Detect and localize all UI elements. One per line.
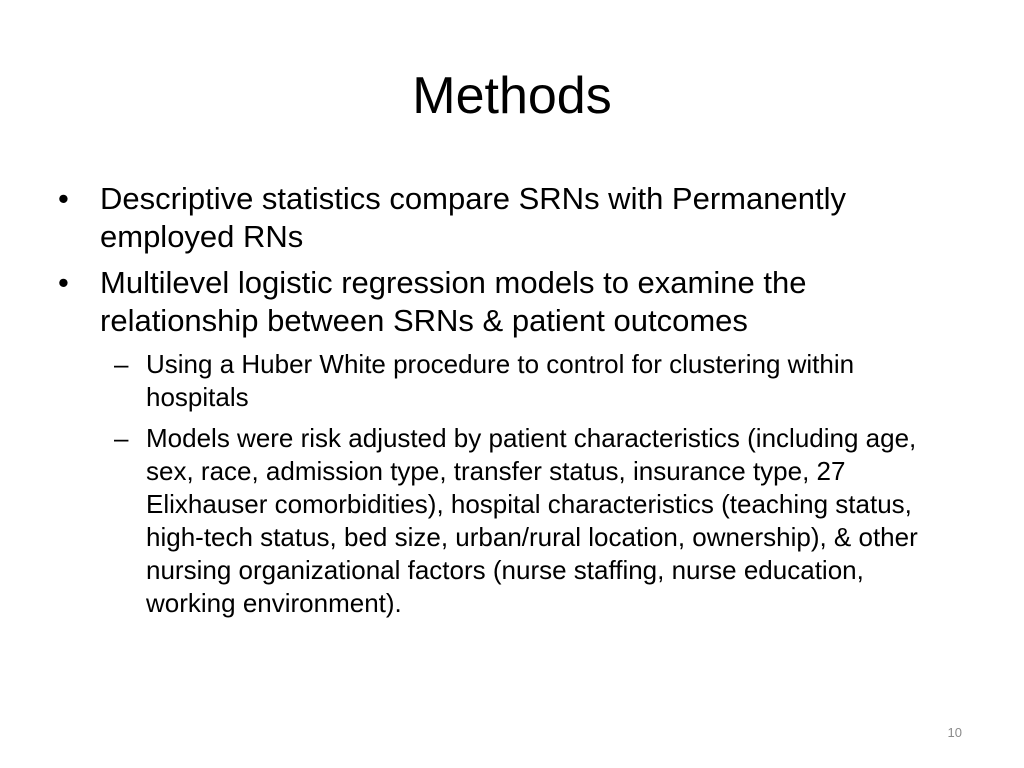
bullet-text: Multilevel logistic regression models to examine the relationship between SRNs & patient outcomes xyxy=(100,265,807,338)
sub-bullet-item xyxy=(56,348,956,414)
dash-icon: – xyxy=(114,423,129,453)
bullet-item xyxy=(56,180,956,256)
dash-icon: – xyxy=(114,349,129,379)
bullet-text: Descriptive statistics compare SRNs with Permanently employed RNs xyxy=(100,181,846,254)
bullet-item xyxy=(56,264,956,340)
slide-body xyxy=(56,180,956,628)
slide-title: Methods xyxy=(412,67,612,125)
page-number: 10 xyxy=(947,725,962,740)
bullet-icon: • xyxy=(58,265,69,300)
sub-bullet-text: Models were risk adjusted by patient characteristics (including age, sex, race, admission type, transfer status, insurance type, 27 Elixhauser comorbidities), hospital characteristics (teaching status, high-tech status, bed size, urban/rural location, ownership), & other nursing organizational factors (nurse staffing, nurse education, working environment). xyxy=(146,423,918,618)
sub-bullet-item xyxy=(56,422,956,620)
sub-bullet-text: Using a Huber White procedure to control for clustering within hospitals xyxy=(146,349,855,412)
bullet-icon: • xyxy=(58,181,69,216)
